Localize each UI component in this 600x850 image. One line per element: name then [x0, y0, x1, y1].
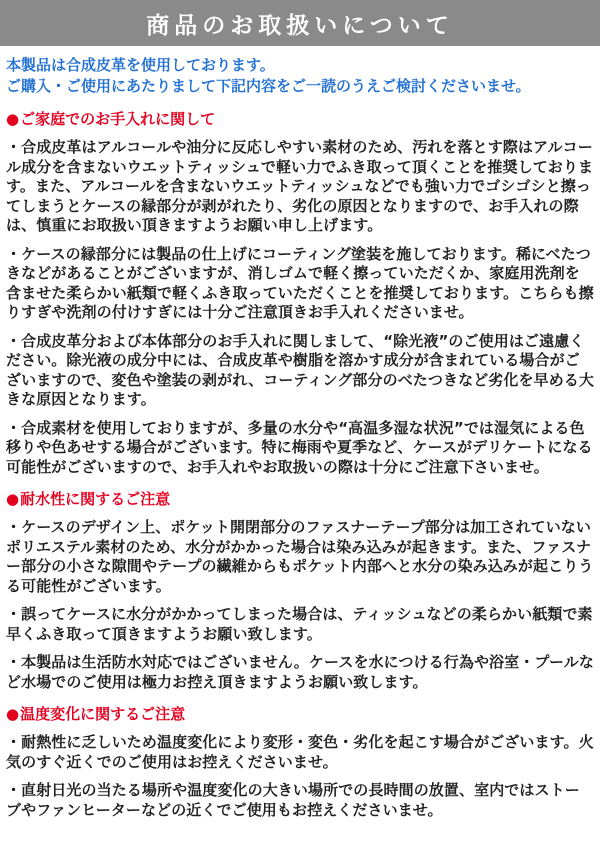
section-heading-label: 耐水性に関するご注意 — [20, 490, 171, 508]
care-paragraph: ・直射日光の当たる場所や温度変化の大きい場所での長時間の放置、室内ではストーブやファンヒーターなどの近くでご使用もお控えくださいませ。 — [6, 781, 580, 819]
intro-line-1: 本製品は合成皮革を使用しております。 — [6, 56, 275, 74]
care-sections — [6, 110, 594, 820]
intro-text — [6, 55, 594, 97]
intro-line-2: ご購入・ご使用にあたりまして下記内容をご一読のうえご検討くださいませ。 — [6, 77, 531, 95]
document-body — [0, 46, 600, 820]
section-bullet-icon: ● — [6, 490, 20, 508]
care-paragraph: ・本製品は生活防水対応ではございません。ケースを水につける行為や浴室・プールなど水場でのご使用は極力お控え頂きますようお願い致します。 — [6, 653, 595, 691]
section-bullet-icon: ● — [6, 110, 20, 128]
section-bullet-icon: ● — [6, 705, 20, 723]
page-title-bar — [0, 0, 600, 46]
care-paragraph: ・合成素材を使用しておりますが、多量の水分や“高温多湿な状況”では湿気による色移りや色あせする場合がございます。特に梅雨や夏季など、ケースがデリケートになる可能性がございますので、お手入れやお取扱いの際は十分にご注意下さいませ。 — [6, 418, 593, 476]
care-paragraph: ・合成皮革分および本体部分のお手入れに関しまして、“除光液”のご使用はご遠慮ください。除光液の成分中には、合成皮革や樹脂を溶かす成分が含まれている場合がございますので、変色や塗装の剥がれ、コーティング部分のべたつきなど劣化を早める大きな原因となります。 — [6, 331, 595, 408]
care-paragraph: ・耐熱性に乏しいため温度変化により変形・変色・劣化を起こす場合がございます。火気のすぐ近くでのご使用はお控えくださいませ。 — [6, 733, 594, 771]
section-heading — [6, 490, 594, 509]
section-heading-label: ご家庭でのお手入れに関して — [20, 110, 216, 128]
section-heading-label: 温度変化に関するご注意 — [20, 705, 186, 723]
care-paragraph: ・ケースのデザイン上、ポケット開閉部分のファスナーテープ部分は加工されていないポリエステル素材のため、水分がかかった場合は染み込みが起きます。また、ファスナー部分の小さな隙間やテープの繊維からもポケット内部へと水分の染み込みが起こりうる可能性がございます。 — [6, 518, 594, 595]
care-paragraph: ・合成皮革はアルコールや油分に反応しやすい素材のため、汚れを落とす際はアルコール成分を含まないウエットティッシュで軽い力でふき取って頂くことを推奨しております。また、アルコールを含まないウエットティッシュなどでも強い力でゴシゴシと擦ってしまうとケースの縁部分が剥がれたり、劣化の原因となりますので、お手入れの際は、慎重にお取扱い頂きますようお願い申し上げます。 — [6, 138, 594, 234]
care-paragraph: ・誤ってケースに水分がかかってしまった場合は、ティッシュなどの柔らかい紙類で素早くふき取って頂きますようお願い致します。 — [6, 605, 593, 643]
section-heading — [6, 705, 594, 724]
section-heading — [6, 110, 594, 129]
page-title: 商品のお取扱いについて — [146, 12, 454, 39]
care-paragraph: ・ケースの縁部分には製品の仕上げにコーティング塗装を施しております。稀にべたつきなどがあることがございますが、消しゴムで軽く擦っていただくか、家庭用洗剤を含ませた柔らかい紙類で軽くふき取っていただくことを推奨しております。こちらも擦りすぎや洗剤の付けすぎには十分ご注意頂きお手入れくださいませ。 — [6, 244, 594, 321]
